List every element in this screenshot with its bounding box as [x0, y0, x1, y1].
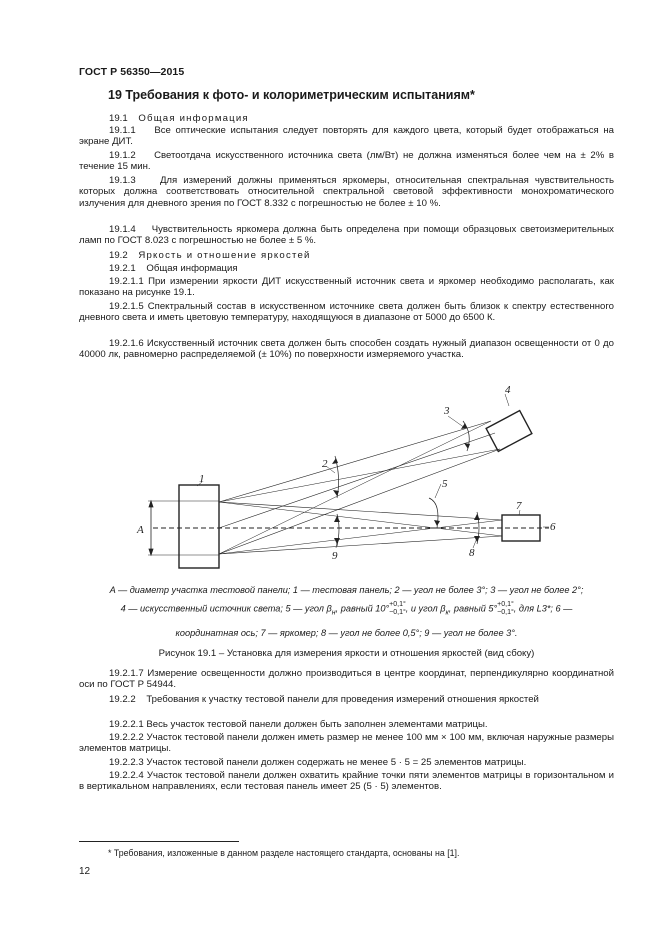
paragraph-number: 19.1.3 [109, 175, 136, 186]
light-source [486, 411, 532, 452]
paragraph [79, 113, 614, 124]
document-header: ГОСТ Р 56350—2015 [79, 66, 185, 78]
callout-1: 1 [199, 473, 205, 485]
paragraph [79, 770, 614, 793]
figure-legend-line: 4 — искусственный источник света; 5 — угол $\beta_н$, равный 10°+0,1° −0,1°, и угол $\beta_к$, равный 5°+0,1° −0,1°, для L3*; 6 — [120, 601, 573, 617]
paragraph-number: 19.1.4 [109, 224, 136, 235]
paragraph-text: Искусственный источник света должен быть способен создать нужный диапазон освещенности от 0 до 40000 лк, равномерно распределяемой (± 10%) по поверхности измеряемого участка. [79, 338, 614, 361]
paragraph-number: 19.2.2.4 [109, 770, 144, 781]
callout-8: 8 [469, 547, 475, 559]
test-panel [179, 485, 219, 568]
paragraph-text: Для измерений должны применяться яркомеры, относительная спектральная чувствительность которых должна соответствовать относительной спектральной световой эффективности монохроматического излучения для дневного зрения по ГОСТ 8.332 с погрешностью не более ± 10 %. [79, 175, 614, 209]
callout-2: 2 [322, 458, 328, 470]
figure-legend-line: A — диаметр участка тестовой панели; 1 — тестовая панель; 2 — угол не более 3°; 3 — угол не более 2°; [109, 585, 584, 595]
paragraph [79, 732, 614, 755]
paragraph-number: 19.2.2.1 [109, 719, 144, 730]
paragraph [79, 263, 614, 274]
paragraph-text: Общая информация [146, 263, 238, 274]
page-number: 12 [79, 866, 91, 877]
paragraph-number: 19.2.1 [109, 263, 136, 274]
paragraph-text: При измерении яркости ДИТ искусственный источник света и яркомер необходимо располагать, как показано на рисунке 19.1. [79, 276, 614, 299]
paragraph-number: 19.1.2 [109, 150, 136, 161]
paragraph-text: Чувствительность яркомера должна быть определена при помощи образцовых светоизмерительных ламп по ГОСТ 8.023 с погрешностью не более ± 5 %. [79, 224, 614, 247]
paragraph [79, 338, 614, 361]
figure-caption: Рисунок 19.1 – Установка для измерения яркости и отношения яркостей (вид сбоку) [158, 648, 535, 659]
paragraph-number: 19.2.1.7 [109, 668, 144, 679]
paragraph-text: Участок тестовой панели должен иметь размер не менее 100 мм × 100 мм, включая наружные размеры элементов матрицы. [79, 732, 614, 755]
dimension-label: A [137, 524, 144, 536]
paragraph-number: 19.2 [109, 250, 128, 261]
section-title: 19 Требования к фото- и колориметрическим испытаниям* [108, 88, 475, 102]
paragraph-text: Измерение освещенности должно производиться в центре координат, перпендикулярно координатной оси по ГОСТ Р 54944. [79, 668, 614, 691]
footnote-divider [79, 841, 239, 842]
paragraph [79, 125, 614, 148]
callout-5: 5 [442, 478, 448, 490]
paragraph [79, 668, 614, 691]
paragraph [79, 694, 614, 705]
paragraph-text: Участок тестовой панели должен содержать не менее 5 · 5 = 25 элементов матрицы. [146, 757, 527, 768]
paragraph-text: Светоотдача искусственного источника света (лм/Вт) не должна изменяться более чем на ± 2% в течение 15 мин. [79, 150, 614, 173]
paragraph [79, 250, 614, 261]
callout-6: 6 [550, 521, 556, 533]
paragraph-number: 19.2.1.5 [109, 301, 144, 312]
paragraph-number: 19.1 [109, 113, 128, 124]
paragraph-number: 19.2.2 [109, 694, 136, 705]
paragraph [79, 301, 614, 324]
paragraph [79, 150, 614, 173]
callout-4: 4 [505, 384, 511, 396]
paragraph-text: Требования к участку тестовой панели для проведения измерений отношения яркостей [146, 694, 539, 705]
paragraph [79, 719, 614, 730]
paragraph [79, 757, 614, 768]
callout-3: 3 [444, 405, 450, 417]
callout-7: 7 [516, 500, 522, 512]
paragraph [79, 276, 614, 299]
measurement-setup-diagram [79, 378, 579, 578]
paragraph-number: 19.2.2.3 [109, 757, 144, 768]
paragraph-text: Весь участок тестовой панели должен быть заполнен элементами матрицы. [146, 719, 488, 730]
paragraph-number: 19.1.1 [109, 125, 136, 136]
paragraph-number: 19.2.2.2 [109, 732, 144, 743]
paragraph-text: Участок тестовой панели должен охватить крайние точки пяти элементов матрицы в горизонтальном и в вертикальном направлениях, если тестовая панель имеет 25 (5 · 5) элементов. [79, 770, 614, 793]
paragraph-text: Общая информация [138, 113, 249, 124]
paragraph [79, 175, 614, 209]
figure-legend-line: координатная ось; 7 — яркомер; 8 — угол не более 0,5°; 9 — угол не более 3°. [175, 628, 518, 638]
paragraph-text: Все оптические испытания следует повторять для каждого цвета, который будет отображаться на экране ДИТ. [79, 125, 614, 148]
paragraph-number: 19.2.1.1 [109, 276, 144, 287]
paragraph-number: 19.2.1.6 [109, 338, 144, 349]
footnote: * Требования, изложенные в данном разделе настоящего стандарта, основаны на [1]. [108, 848, 460, 858]
paragraph [79, 224, 614, 247]
paragraph-text: Спектральный состав в искусственном источнике света должен быть близок к спектру естественного дневного света и иметь цветовую температуру, находящуюся в диапазоне от 5000 до 6500 К. [79, 301, 614, 324]
callout-9: 9 [332, 550, 338, 562]
paragraph-text: Яркость и отношение яркостей [138, 250, 311, 261]
